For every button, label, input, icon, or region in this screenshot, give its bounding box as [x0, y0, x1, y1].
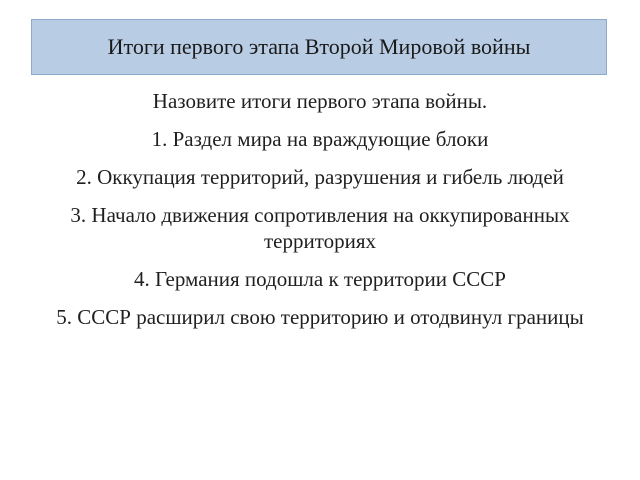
list-item-1: 1. Раздел мира на враждующие блоки	[151, 127, 489, 151]
list-item-3: 3. Начало движения сопротивления на оккупированных территориях	[70, 203, 570, 253]
title-bar	[31, 19, 607, 75]
question-text: Назовите итоги первого этапа войны.	[152, 89, 488, 113]
content-area	[40, 88, 600, 342]
list-item-2: 2. Оккупация территорий, разрушения и гибель людей	[76, 165, 564, 189]
slide-title: Итоги первого этапа Второй Мировой войны	[107, 34, 531, 59]
list-item-5: 5. СССР расширил свою территорию и отодвинул границы	[56, 305, 584, 329]
list-item-4: 4. Германия подошла к территории СССР	[134, 267, 506, 291]
